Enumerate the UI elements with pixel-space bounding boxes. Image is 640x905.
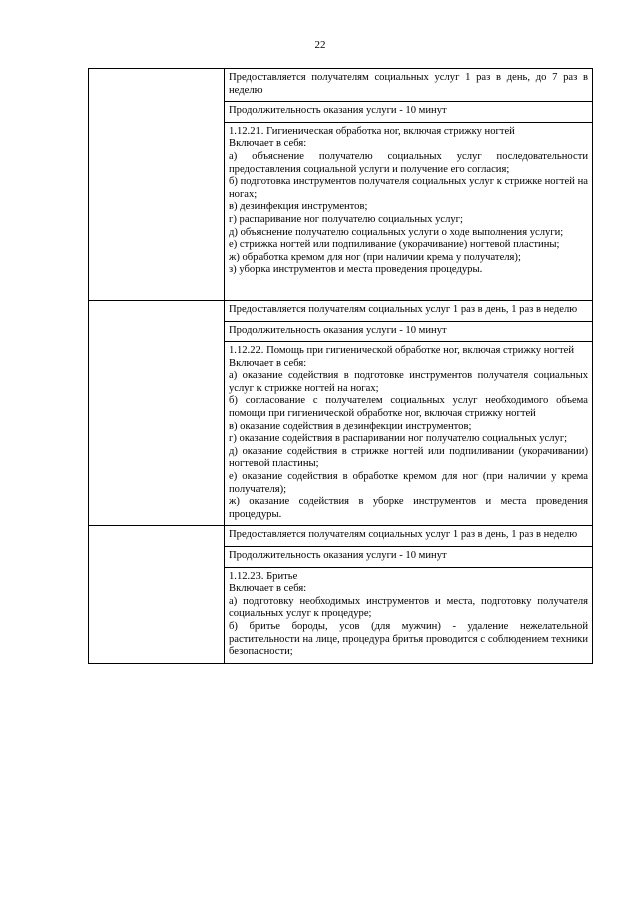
- service-description-cell: [225, 69, 593, 102]
- cell-text: Продолжительность оказания услуги - 10 минут: [229, 324, 447, 336]
- service-description-cell: [225, 300, 593, 321]
- cell-text: б) бритье бороды, усов (для мужчин) - удаление нежелательной растительности на лице, процедура бритья проводится с соблюдением техники безопасности;: [229, 620, 588, 658]
- cell-text: г) оказание содействия в распаривании ног получателю социальных услуг;: [229, 433, 568, 445]
- service-description-cell: [225, 547, 593, 568]
- cell-text: Предоставляется получателям социальных услуг 1 раз в день, 1 раз в неделю: [229, 529, 578, 541]
- cell-text: Продолжительность оказания услуги - 10 минут: [229, 550, 447, 561]
- table-row: [89, 526, 593, 547]
- left-column-cell: [89, 526, 225, 663]
- cell-text: а) подготовку необходимых инструментов и места, подготовку получателя социальных услуг к процедуре;: [229, 595, 588, 620]
- left-column-cell: [89, 300, 225, 526]
- cell-text: е) оказание содействия в обработке кремом для ног (при наличии у крема получателя);: [229, 471, 588, 495]
- table-row: [89, 69, 593, 102]
- cell-text: ж) обработка кремом для ног (при наличии крема у получателя);: [229, 251, 521, 263]
- cell-text: д) оказание содействия в стрижке ногтей или подпиливании (укорачивании) ногтевой пластины;: [229, 445, 588, 470]
- service-description-cell: [225, 321, 593, 342]
- cell-text: е) стрижка ногтей или подпиливание (укорачивание) ногтевой пластины;: [229, 239, 560, 251]
- services-table: [88, 68, 593, 664]
- cell-text: а) объяснение получателю социальных услуг последовательности предоставления социальной услуги и получение его согласия;: [229, 150, 588, 175]
- cell-text: ж) оказание содействия в уборке инструментов и места проведения процедуры.: [229, 496, 588, 520]
- cell-text: г) распаривание ног получателю социальных услуг;: [229, 213, 463, 225]
- blank-spacer: [229, 277, 588, 296]
- cell-text: Включает в себя:: [229, 357, 307, 369]
- cell-text: д) объяснение получателю социальных услуги о ходе выполнения услуги;: [229, 226, 564, 238]
- page-number: 22: [314, 39, 326, 51]
- service-title: 1.12.22. Помощь при гигиенической обработке ног, включая стрижку ногтей: [229, 345, 575, 357]
- left-column-cell: [89, 69, 225, 301]
- service-description-cell: [225, 526, 593, 547]
- cell-text: Включает в себя:: [229, 583, 307, 595]
- cell-text: Предоставляется получателям социальных услуг 1 раз в день, 1 раз в неделю: [229, 303, 578, 315]
- cell-text: в) дезинфекция инструментов;: [229, 201, 368, 213]
- service-description-cell: [225, 102, 593, 123]
- cell-text: б) согласование с получателем социальных услуг необходимого объема помощи при гигиенической обработке ног, включая стрижку ногтей: [229, 395, 588, 420]
- cell-text: Предоставляется получателям социальных услуг 1 раз в день, до 7 раз в неделю: [229, 72, 588, 96]
- table-row: [89, 300, 593, 321]
- cell-text: в) оказание содействия в дезинфекции инструментов;: [229, 420, 472, 432]
- cell-text: б) подготовка инструментов получателя социальных услуг к стрижке ногтей на ногах;: [229, 176, 588, 200]
- cell-text: а) оказание содействия в подготовке инструментов получателя социальных услуг к стрижке ногтей на ногах;: [229, 370, 588, 394]
- cell-text: Включает в себя:: [229, 138, 307, 150]
- service-title: 1.12.23. Бритье: [229, 570, 298, 582]
- service-description-cell: [225, 342, 593, 526]
- service-description-cell: [225, 122, 593, 300]
- cell-text: Продолжительность оказания услуги - 10 минут: [229, 105, 447, 117]
- service-description-cell: [225, 567, 593, 663]
- cell-text: з) уборка инструментов и места проведения процедуры.: [229, 264, 483, 276]
- service-title: 1.12.21. Гигиеническая обработка ног, включая стрижку ногтей: [229, 125, 515, 137]
